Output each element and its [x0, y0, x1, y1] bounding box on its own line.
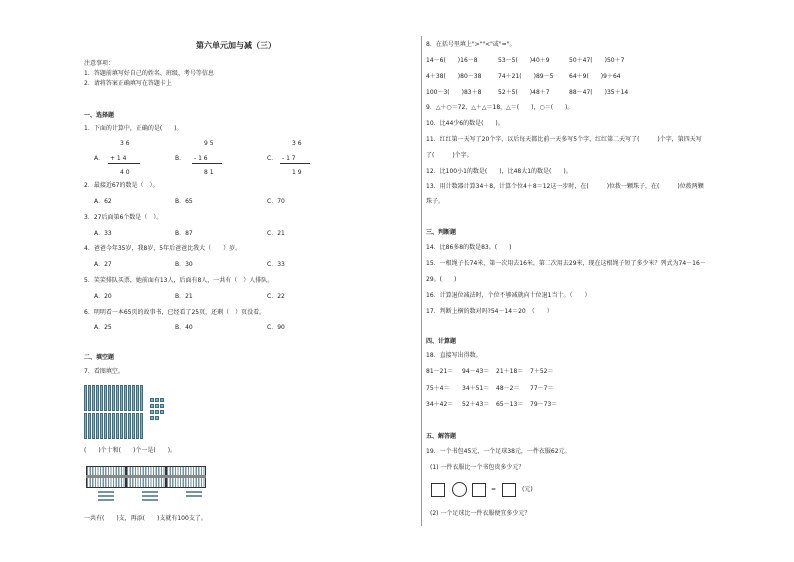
- q18-r1-c4: 7＋52＝: [530, 368, 554, 375]
- operator-circle[interactable]: [452, 482, 467, 497]
- q2-opt-a: A．62: [94, 198, 112, 205]
- q1-a-line: [108, 163, 140, 164]
- q19-sub1: (1) 一件衣服比一个书包贵多少元？: [430, 464, 525, 471]
- q11-line2: 了( )个字。: [426, 152, 473, 159]
- q5-opt-c: C．22: [267, 293, 285, 300]
- q8-r3-c3: 88－47( )35＋14: [569, 89, 629, 96]
- q3-opt-c: C．21: [267, 230, 285, 237]
- q1-c-top: 3 6: [292, 140, 302, 147]
- q1-b-op: - 1 6: [194, 155, 208, 162]
- notice-heading: 注意事项：: [84, 60, 115, 67]
- page-title: 第六单元加与减（三）: [196, 41, 276, 50]
- q8-r2-c3: 64＋9( )9＋64: [569, 73, 621, 80]
- q8-r1-c1: 14－6( )16－8: [426, 57, 478, 64]
- q2-stem: 2．最接近67的数是（ ）。: [84, 182, 159, 189]
- q8-r2-c1: 4＋38( )80－38: [426, 73, 482, 80]
- q8-r3-c1: 100－3( )83＋8: [426, 89, 482, 96]
- q18-r2-c3: 48－2＝: [496, 385, 520, 392]
- answer-box-3[interactable]: [502, 483, 516, 497]
- q1-c-op: - 1 7: [282, 155, 296, 162]
- answer-box-2[interactable]: [472, 483, 486, 497]
- q7-line1: ( )个十和( )个一是( )。: [84, 447, 177, 454]
- q18-stem: 18．直接写出得数。: [426, 352, 482, 359]
- q5-stem: 5．笑笑排队买票，她前面有13人，后面有8人，一共有（ ）人排队。: [84, 277, 274, 284]
- section-calc: 四、计算题: [426, 338, 457, 345]
- q1-c-line: [280, 163, 310, 164]
- q7-line2: 一共有( )支，再添( )支就有100支了。: [84, 515, 207, 522]
- section-choice: 一、选择题: [84, 112, 115, 119]
- q10: 10．比44少6的数是( )。: [426, 120, 504, 127]
- q13-line2: 珠子。: [426, 198, 445, 205]
- q18-r2-c2: 34＋51＝: [462, 385, 490, 392]
- q6-opt-c: C．90: [267, 324, 285, 331]
- section-fill: 二、填空题: [84, 354, 115, 361]
- q15-line2: 29。( ): [426, 276, 457, 283]
- section-judge: 三、判断题: [426, 229, 457, 236]
- q18-r2-c1: 75＋4＝: [426, 385, 450, 392]
- q6-stem: 6．明明看一本65页的故事书，已经看了25页，还剩（ ）页没看。: [84, 309, 266, 316]
- q2-opt-c: C．70: [267, 198, 285, 205]
- q1-b-label: B．: [175, 155, 186, 162]
- q8-r3-c2: 52＋5( )48＋7: [498, 89, 550, 96]
- q1-a-label: A．: [94, 155, 105, 162]
- q18-r3-c4: 79－73＝: [530, 401, 558, 408]
- q13-line1: 13．用计数器计算34＋8，计算个位4＋8＝12这一步时，在( )位拨一颗珠子，在( )位拨两颗: [426, 183, 704, 190]
- q1-b-line: [192, 163, 222, 164]
- q2-opt-b: B．65: [175, 198, 193, 205]
- q18-r3-c3: 65－13＝: [496, 401, 524, 408]
- q16: 16．计算退位减法时，个位不够减就向十位退1当十。（ ）: [426, 292, 591, 299]
- q18-r1-c1: 81－21＝: [426, 368, 454, 375]
- q7-stem: 7．看图填空。: [84, 368, 124, 375]
- q18-r3-c1: 34＋42＝: [426, 401, 454, 408]
- q4-opt-c: C．33: [267, 261, 285, 268]
- q6-opt-b: B．40: [175, 324, 193, 331]
- q8-r2-c2: 74＋21( )89－5: [498, 73, 554, 80]
- column-divider: [421, 36, 422, 526]
- q19-stem: 19．一个书包45元，一个足球38元，一件衣服62元。: [426, 448, 571, 455]
- q1-b-res: 8 1: [204, 169, 214, 176]
- q4-stem: 4．爸爸今年35岁，我8岁，5年后爸爸比我大（ ）岁。: [84, 245, 242, 252]
- equals-sign: =: [491, 486, 497, 493]
- answer-box-1[interactable]: [431, 483, 445, 497]
- q14: 14．比86多8的数是83。( ): [426, 244, 512, 251]
- q5-opt-a: A．20: [94, 293, 112, 300]
- q5-opt-b: B．21: [175, 293, 193, 300]
- q8-stem: 8．在括号里填上">""<"或"="。: [426, 41, 516, 48]
- q1-c-label: C．: [267, 155, 278, 162]
- q15-line1: 15．一根绳子长74米，第一次用去16米，第二次用去29米，现在这根绳子短了多少米？列式为74－16－: [426, 260, 706, 267]
- q8-r1-c2: 53－5( )40＋9: [498, 57, 550, 64]
- q1-a-op: + 1 4: [110, 155, 127, 162]
- q8-r1-c3: 50＋47( )50＋7: [569, 57, 625, 64]
- q1-b-top: 9 5: [204, 140, 214, 147]
- q1-c-res: 1 9: [292, 169, 302, 176]
- q12: 12．比100小1的数是( )，比48大1的数是( )。: [426, 168, 572, 175]
- q6-opt-a: A．25: [94, 324, 112, 331]
- q1-a-top: 3 6: [120, 140, 130, 147]
- q9: 9．△＋○＝72，△＋△＝18，△＝( )，○＝( )。: [426, 104, 574, 111]
- q18-r1-c2: 94－43＝: [462, 368, 490, 375]
- q1-a-res: 4 0: [120, 169, 130, 176]
- q19-sub2: (2) 一个足球比一件衣服便宜多少元？: [430, 510, 531, 517]
- q11-line1: 11．红红第一天写了20个字，以后每天都比前一天多写5个字，红红第二天写了( )个字，第四天写: [426, 136, 702, 143]
- q4-opt-a: A．27: [94, 261, 112, 268]
- q3-opt-a: A．33: [94, 230, 112, 237]
- q3-opt-b: B．87: [175, 230, 193, 237]
- unit-label: (元): [522, 486, 533, 493]
- notice-item-2: 2．请将答案正确填写在答题卡上: [84, 80, 172, 87]
- q17: 17．判断上横的数对吗?54－14＝20 （ ）: [426, 308, 553, 315]
- q1-stem: 1．下面的计算中，正确的是( )。: [84, 125, 183, 132]
- section-solve: 五、解答题: [426, 433, 457, 440]
- q4-opt-b: B．30: [175, 261, 193, 268]
- notice-item-1: 1．答题前填写好自己的姓名、班级、考号等信息: [84, 70, 214, 77]
- q18-r3-c2: 52＋43＝: [462, 401, 490, 408]
- q18-r1-c3: 21＋18＝: [496, 368, 524, 375]
- q18-r2-c4: 77－7＝: [530, 385, 554, 392]
- q3-stem: 3．27后面第6个数是（ ）。: [84, 214, 163, 221]
